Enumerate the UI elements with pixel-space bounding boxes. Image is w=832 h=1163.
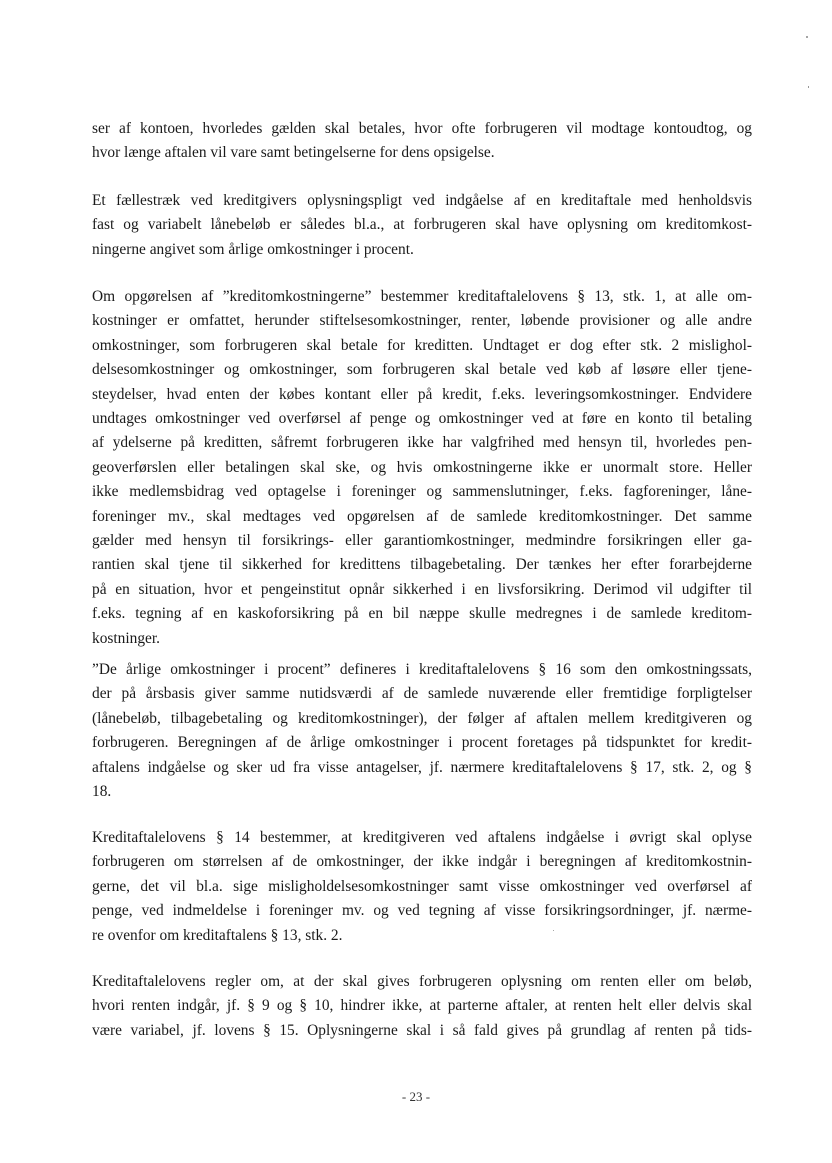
text-line: penge, ved indmeldelse i foreninger mv. og ved tegning af visse forsikringsordninger, jf. nærme- (92, 902, 752, 920)
text-line: Om opgørelsen af ”kreditomkostningerne” bestemmer kreditaftalelovens § 13, stk. 1, at alle om- (92, 288, 752, 305)
scan-speck (806, 36, 808, 38)
paragraph-6 (92, 970, 752, 1043)
text-line: der på årsbasis giver samme nutidsværdi af de samlede nuværende eller fremtidige forpligtelser (92, 685, 752, 703)
text-line: aftalens indgåelse og sker ud fra visse antagelser, jf. nærmere kreditaftalelovens § 17, stk. 2, og § (92, 758, 752, 776)
scan-speck (553, 930, 554, 931)
text-line: undtages omkostninger ved overførsel af penge og omkostninger ved at føre en konto til betaling (92, 410, 752, 428)
paragraph-2 (92, 189, 752, 262)
paragraph-1 (92, 117, 752, 166)
text-line: omkostninger, som forbrugeren skal betale for kreditten. Undtaget er dog efter stk. 2 mislighol- (92, 336, 752, 354)
text-line: Et fællestræk ved kreditgivers oplysningspligt ved indgåelse af en kreditaftale med henholdsvis (92, 192, 752, 209)
text-line: ikke medlemsbidrag ved optagelse i foreninger og sammenslutninger, f.eks. fagforeninger, låne- (92, 483, 752, 501)
text-line: gælder med hensyn til forsikrings- eller garantiomkostninger, medmindre forsikringen eller ga- (92, 532, 752, 550)
text-line: kostninger er omfattet, herunder stiftelsesomkostninger, renter, løbende provisioner og alle andre (92, 312, 752, 330)
text-line: hvori renten indgår, jf. § 9 og § 10, hindrer ikke, at parterne aftaler, at renten helt eller delvis skal (92, 997, 752, 1015)
scan-speck (808, 86, 809, 88)
text-line: kostninger. (92, 629, 160, 647)
text-line: forbrugeren. Beregningen af de årlige omkostninger i procent foretages på tidspunktet for kredit- (92, 734, 752, 752)
text-line: foreninger mv., skal medtages ved opgørelsen af de samlede kreditomkostninger. Det samme (92, 507, 752, 525)
text-line: Kreditaftalelovens regler om, at der skal gives forbrugeren oplysning om renten eller om beløb, (92, 973, 752, 990)
text-line: delsesomkostninger og omkostninger, som forbrugeren skal betale ved køb af løsøre eller tjene- (92, 361, 752, 379)
paragraph-3 (92, 285, 752, 651)
text-line: f.eks. tegning af en kaskoforsikring på en bil næppe skulle medregnes i de samlede kreditom- (92, 605, 752, 623)
page-number: - 23 - (401, 1089, 431, 1104)
text-line: rantien skal tjene til sikkerhed for kredittens tilbagebetaling. Der tænkes her efter forarbejderne (92, 556, 752, 574)
paragraph-4 (92, 658, 752, 804)
text-line: geoverførslen eller betalingen skal ske, og hvis omkostningerne ikke er unormalt store. Heller (92, 458, 752, 476)
text-line: hvor længe aftalen vil vare samt betingelserne for dens opsigelse. (92, 144, 495, 162)
text-line: re ovenfor om kreditaftalens § 13, stk. 2. (92, 926, 343, 944)
paragraph-5 (92, 826, 752, 948)
text-line: Kreditaftalelovens § 14 bestemmer, at kreditgiveren ved aftalens indgåelse i øvrigt skal oplyse (92, 829, 752, 846)
text-line: 18. (92, 783, 112, 801)
text-line: (lånebeløb, tilbagebetaling og kreditomkostninger), der følger af aftalen mellem kreditgiveren og (92, 709, 752, 727)
text-line: steydelser, hvad enten der købes kontant eller på kredit, f.eks. leveringsomkostninger. Endvidere (92, 385, 752, 403)
text-line: forbrugeren om størrelsen af de omkostninger, der ikke indgår i beregningen af kreditomkostnin- (92, 853, 752, 871)
text-line: fast og variabelt lånebeløb er således bl.a., at forbrugeren skal have oplysning om kreditomkost- (92, 216, 752, 234)
text-line: ser af kontoen, hvorledes gælden skal betales, hvor ofte forbrugeren vil modtage kontoudtog, og (92, 120, 752, 137)
text-line: være variabel, jf. lovens § 15. Oplysningerne skal i så fald gives på grundlag af renten på tids- (92, 1021, 752, 1039)
text-line: ningerne angivet som årlige omkostninger i procent. (92, 240, 414, 258)
text-line: ”De årlige omkostninger i procent” defineres i kreditaftalelovens § 16 som den omkostningssats, (92, 661, 752, 678)
text-line: gerne, det vil bl.a. sige misligholdelsesomkostninger samt visse omkostninger ved overførsel af (92, 877, 752, 895)
text-line: af ydelserne på kreditten, såfremt forbrugeren ikke har valgfrihed med hensyn til, hvorledes pen- (92, 434, 752, 452)
text-line: på en situation, hvor et pengeinstitut opnår sikkerhed i en livsforsikring. Derimod vil udgifter til (92, 580, 752, 598)
